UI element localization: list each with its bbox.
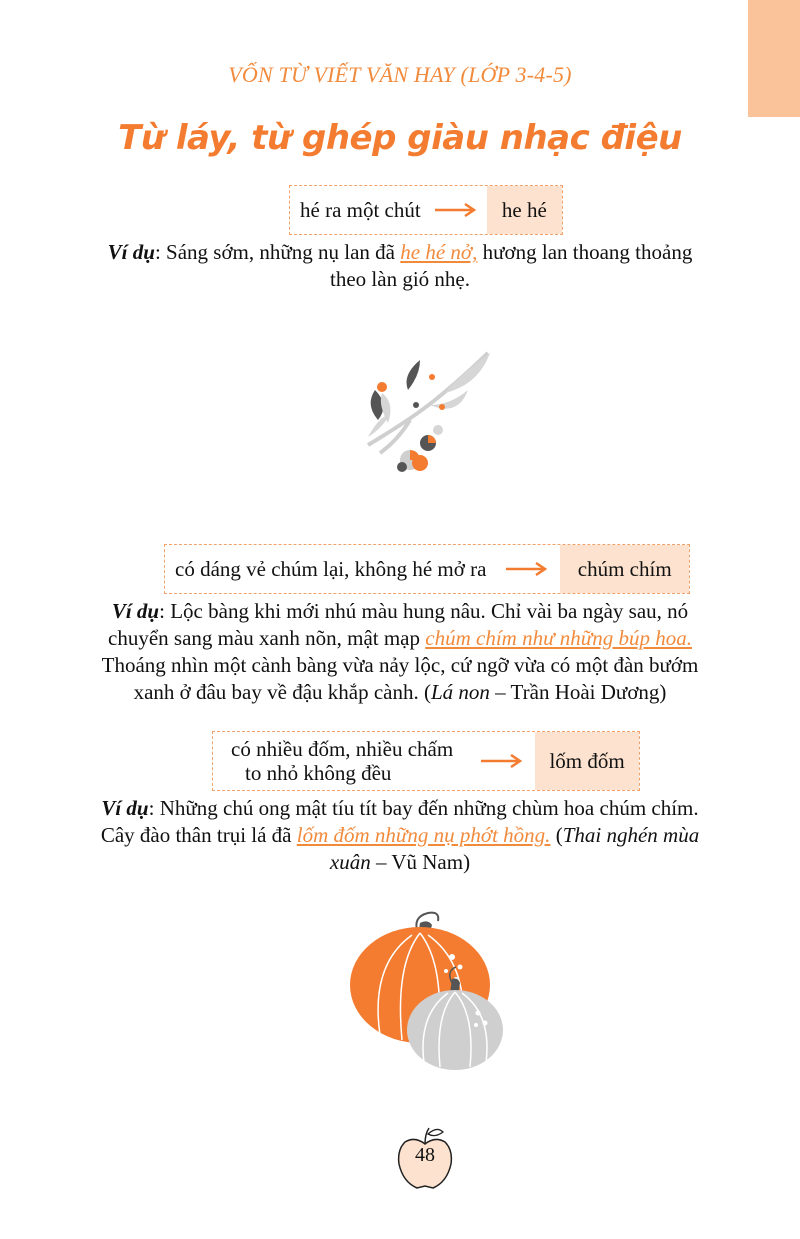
target-word: he hé bbox=[487, 186, 562, 234]
example-sep: : bbox=[154, 240, 167, 264]
page-title: Từ láy, từ ghép giàu nhạc điệu bbox=[118, 118, 682, 158]
definition-box-1 bbox=[289, 185, 563, 235]
example-line bbox=[0, 679, 800, 706]
example-2 bbox=[0, 598, 800, 706]
example-highlight: chúm chím như những búp hoa. bbox=[425, 626, 692, 650]
example-source: xuân bbox=[329, 850, 371, 874]
book-header: VỐN TỪ VIẾT VĂN HAY (LỚP 3-4-5) bbox=[228, 62, 572, 87]
example-line bbox=[0, 239, 800, 266]
corner-tab bbox=[748, 0, 800, 117]
example-source: Thai nghén mùa bbox=[562, 823, 700, 847]
flower-branch-illustration bbox=[350, 345, 500, 480]
example-3 bbox=[0, 795, 800, 876]
example-line: theo làn gió nhẹ. bbox=[330, 267, 470, 291]
example-label: Ví dụ bbox=[111, 599, 160, 623]
pumpkins-illustration bbox=[340, 905, 510, 1075]
example-line bbox=[0, 822, 800, 849]
definition-text: có dáng vẻ chúm lại, không hé mở ra bbox=[175, 557, 487, 581]
example-highlight: he hé nở, bbox=[400, 240, 478, 264]
arrow-right-icon bbox=[486, 545, 560, 593]
example-label: Ví dụ bbox=[101, 796, 149, 820]
example-line bbox=[0, 625, 800, 652]
example-line bbox=[0, 598, 800, 625]
example-sep: : bbox=[148, 796, 160, 820]
example-text: Cây đào thân trụi lá đã bbox=[100, 823, 297, 847]
definition-line: to nhỏ không đều bbox=[245, 761, 392, 785]
example-sep: : bbox=[159, 599, 171, 623]
example-text: – Vũ Nam) bbox=[370, 850, 471, 874]
definition-box-2 bbox=[164, 544, 690, 594]
example-text: xanh ở đâu bay về đậu khắp cành. ( bbox=[133, 680, 431, 704]
arrow-right-icon bbox=[421, 186, 487, 234]
example-text: Những chú ong mật tíu tít bay đến những chùm hoa chúm chím. bbox=[159, 796, 699, 820]
example-line bbox=[0, 795, 800, 822]
arrow-right-icon bbox=[453, 732, 535, 790]
example-line bbox=[0, 849, 800, 876]
definition-box-3 bbox=[212, 731, 640, 791]
example-highlight: lốm đốm những nụ phớt hồng. bbox=[296, 823, 551, 847]
example-text: Lộc bàng khi mới nhú màu hung nâu. Chỉ vài ba ngày sau, nó bbox=[170, 599, 689, 623]
page-number-apple bbox=[395, 1126, 455, 1192]
example-text: chuyển sang màu xanh nõn, mật mạp bbox=[108, 626, 426, 650]
example-text: – Trần Hoài Dương) bbox=[489, 680, 667, 704]
page-number: 48 bbox=[415, 1144, 435, 1166]
example-text: ( bbox=[550, 823, 563, 847]
definition-text bbox=[213, 732, 453, 790]
example-source: Lá non bbox=[430, 680, 490, 704]
target-word: chúm chím bbox=[560, 545, 689, 593]
example-text: Sáng sớm, những nụ lan đã bbox=[166, 240, 401, 264]
example-label: Ví dụ bbox=[107, 240, 155, 264]
definition-line: có nhiều đốm, nhiều chấm bbox=[231, 737, 454, 761]
definition-text: hé ra một chút bbox=[300, 198, 421, 222]
example-line: Thoáng nhìn một cành bàng vừa nảy lộc, cứ ngỡ vừa có một đàn bướm bbox=[101, 653, 699, 677]
target-word: lốm đốm bbox=[535, 732, 639, 790]
example-text: hương lan thoang thoảng bbox=[477, 240, 693, 264]
example-1 bbox=[0, 239, 800, 293]
